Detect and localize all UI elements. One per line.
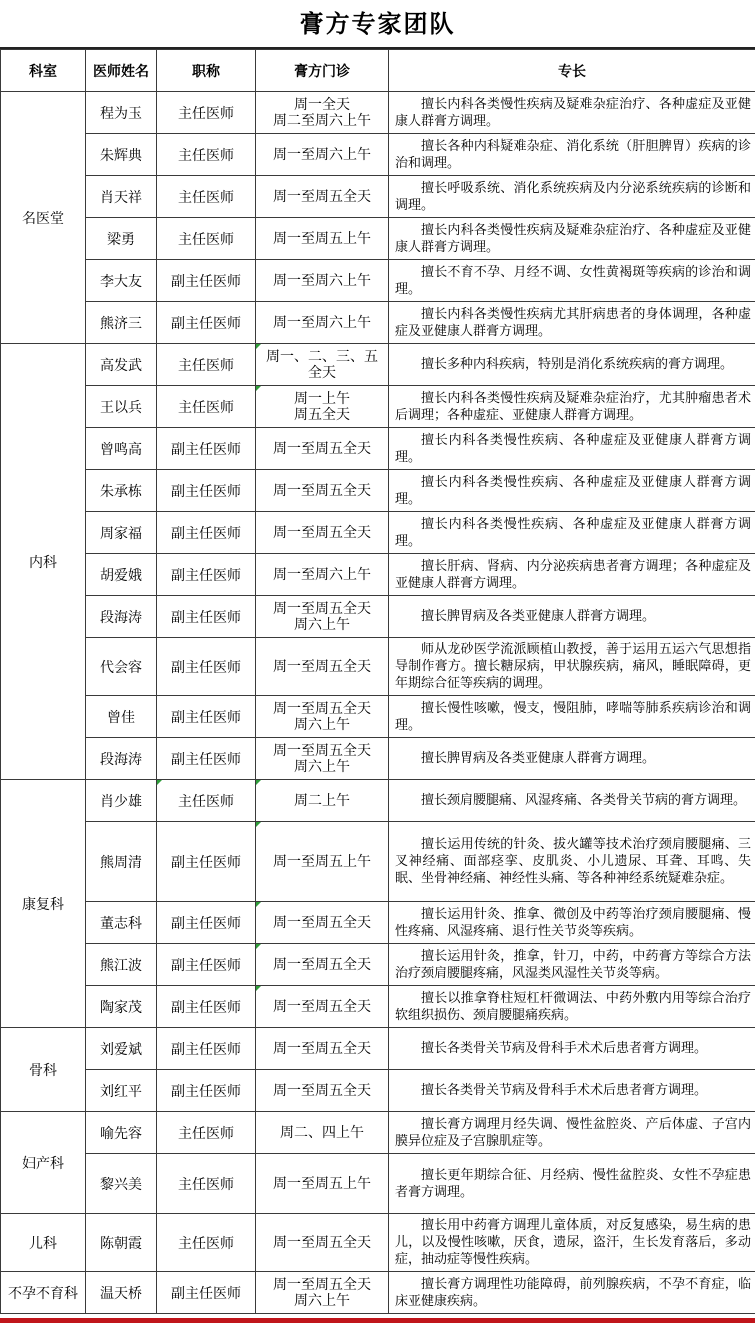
table-row xyxy=(1,428,755,470)
header-doctor-name: 医师姓名 xyxy=(86,50,157,92)
cell-comment-marker xyxy=(256,386,261,391)
table-row xyxy=(1,344,755,386)
specialty-cell: 擅长更年期综合征、月经病、慢性盆腔炎、女性不孕症患者膏方调理。 xyxy=(389,1154,755,1214)
doctor-title-cell xyxy=(157,944,256,986)
doctor-title-text: 副主任医师 xyxy=(171,273,241,290)
clinic-schedule-cell xyxy=(256,986,389,1028)
cell-comment-marker xyxy=(256,822,261,827)
header-specialty: 专长 xyxy=(389,50,755,92)
doctor-name-cell: 董志科 xyxy=(86,902,157,944)
doctor-title-text: 副主任医师 xyxy=(171,441,241,458)
doctor-title-cell xyxy=(157,386,256,428)
doctor-name-cell: 朱辉典 xyxy=(86,134,157,176)
header-department: 科室 xyxy=(1,50,86,92)
clinic-schedule-cell xyxy=(256,92,389,134)
specialty-cell: 擅长内科各类慢性疾病、各种虚症及亚健康人群膏方调理。 xyxy=(389,470,755,512)
doctor-title-text: 主任医师 xyxy=(178,1235,234,1252)
clinic-schedule-cell xyxy=(256,822,389,902)
doctor-title-cell xyxy=(157,1154,256,1214)
doctor-title-cell xyxy=(157,638,256,696)
doctor-name-cell: 段海涛 xyxy=(86,738,157,780)
specialty-cell: 擅长肝病、肾病、内分泌疾病患者膏方调理；各种虚症及亚健康人群膏方调理。 xyxy=(389,554,755,596)
clinic-schedule-line: 周二、四上午 xyxy=(280,1124,364,1141)
doctor-title-cell xyxy=(157,260,256,302)
table-row xyxy=(1,302,755,344)
doctor-title-text: 副主任医师 xyxy=(171,1285,241,1302)
doctor-title-cell xyxy=(157,428,256,470)
specialty-cell: 师从龙砂医学流派顾植山教授，善于运用五运六气思想指导制作膏方。擅长糖尿病，甲状腺疾病，痛风，睡眠障碍，更年期综合征等疾病的调理。 xyxy=(389,638,755,696)
doctor-title-cell xyxy=(157,596,256,638)
doctor-title-text: 副主任医师 xyxy=(171,1083,241,1100)
clinic-schedule-cell xyxy=(256,944,389,986)
clinic-schedule-line: 周六上午 xyxy=(294,616,350,633)
doctor-title-cell xyxy=(157,1214,256,1272)
clinic-schedule-cell xyxy=(256,902,389,944)
specialty-cell: 擅长各种内科疑难杂症、消化系统（肝胆脾胃）疾病的诊治和调理。 xyxy=(389,134,755,176)
department-cell: 骨科 xyxy=(1,1028,86,1112)
clinic-schedule-cell xyxy=(256,1154,389,1214)
doctor-title-text: 主任医师 xyxy=(178,231,234,248)
doctor-name-cell: 熊江波 xyxy=(86,944,157,986)
doctor-name-cell: 曾鸣高 xyxy=(86,428,157,470)
specialty-cell: 擅长用中药膏方调理儿童体质，对反复感染，易生病的患儿，以及慢性咳嗽，厌食，遗尿，盗汗，生长发育落后，多动症，抽动症等慢性疾病。 xyxy=(389,1214,755,1272)
cell-comment-marker xyxy=(256,944,261,949)
doctor-title-text: 主任医师 xyxy=(178,399,234,416)
clinic-schedule-cell xyxy=(256,554,389,596)
clinic-schedule-line: 周一至周五全天 xyxy=(273,1082,371,1099)
clinic-schedule-cell xyxy=(256,1272,389,1314)
page-title: 膏方专家团队 xyxy=(299,9,456,38)
specialty-cell: 擅长内科各类慢性疾病及疑难杂症治疗，尤其肿瘤患者术后调理；各种虚症、亚健康人群膏方调理。 xyxy=(389,386,755,428)
clinic-schedule-line: 周一至周五全天 xyxy=(273,914,371,931)
clinic-schedule-line: 周一至周五上午 xyxy=(273,230,371,247)
doctor-name-cell: 曾佳 xyxy=(86,696,157,738)
doctor-title-text: 副主任医师 xyxy=(171,751,241,768)
clinic-schedule-cell xyxy=(256,1214,389,1272)
specialty-cell: 擅长膏方调理月经失调、慢性盆腔炎、产后体虚、子宫内膜异位症及子宫腺肌症等。 xyxy=(389,1112,755,1154)
specialty-cell: 擅长运用针灸、推拿、微创及中药等治疗颈肩腰腿痛、慢性疼痛、风湿疼痛、退行性关节炎等疾病。 xyxy=(389,902,755,944)
department-cell: 康复科 xyxy=(1,780,86,1028)
clinic-schedule-line: 周一至周五全天 xyxy=(273,658,371,675)
clinic-schedule-cell xyxy=(256,638,389,696)
doctor-title-cell xyxy=(157,470,256,512)
clinic-schedule-line: 周二至周六上午 xyxy=(273,112,371,129)
table-row xyxy=(1,638,755,696)
clinic-schedule-line: 周一至周六上午 xyxy=(273,146,371,163)
clinic-schedule-line: 周一至周五全天 xyxy=(273,1234,371,1251)
clinic-schedule-line: 周五全天 xyxy=(294,406,350,423)
clinic-schedule-line: 周一至周五全天 xyxy=(273,742,371,759)
clinic-schedule-cell xyxy=(256,260,389,302)
department-cell: 名医堂 xyxy=(1,92,86,344)
specialty-cell: 擅长运用针灸，推拿，针刀，中药，中药膏方等综合方法治疗颈肩腰腿疼痛，风湿类风湿性关节炎等病。 xyxy=(389,944,755,986)
doctor-title-cell xyxy=(157,902,256,944)
table-row xyxy=(1,902,755,944)
doctor-name-cell: 胡爱娥 xyxy=(86,554,157,596)
cell-comment-marker xyxy=(256,986,261,991)
doctor-name-cell: 刘红平 xyxy=(86,1070,157,1112)
specialty-cell: 擅长脾胃病及各类亚健康人群膏方调理。 xyxy=(389,738,755,780)
clinic-schedule-line: 周二上午 xyxy=(294,792,350,809)
doctor-title-cell xyxy=(157,92,256,134)
doctor-title-cell xyxy=(157,554,256,596)
doctor-title-cell xyxy=(157,1112,256,1154)
doctor-title-cell xyxy=(157,1272,256,1314)
clinic-schedule-line: 周一全天 xyxy=(294,96,350,113)
specialty-cell: 擅长各类骨关节病及骨科手术术后患者膏方调理。 xyxy=(389,1070,755,1112)
bottom-accent-bar xyxy=(0,1318,755,1323)
clinic-schedule-line: 周一至周五全天 xyxy=(273,440,371,457)
specialty-cell: 擅长呼吸系统、消化系统疾病及内分泌系统疾病的诊断和调理。 xyxy=(389,176,755,218)
clinic-schedule-line: 周一至周六上午 xyxy=(273,566,371,583)
doctor-title-cell xyxy=(157,822,256,902)
doctor-name-cell: 熊济三 xyxy=(86,302,157,344)
table-row xyxy=(1,1214,755,1272)
table-header-row xyxy=(1,50,755,92)
doctor-title-text: 主任医师 xyxy=(178,1176,234,1193)
doctor-title-text: 副主任医师 xyxy=(171,915,241,932)
clinic-schedule-line: 周一至周五全天 xyxy=(273,700,371,717)
doctor-name-cell: 高发武 xyxy=(86,344,157,386)
specialty-cell: 擅长内科各类慢性疾病尤其肝病患者的身体调理，各种虚症及亚健康人群膏方调理。 xyxy=(389,302,755,344)
header-title: 职称 xyxy=(157,50,256,92)
department-cell: 妇产科 xyxy=(1,1112,86,1214)
doctor-title-text: 副主任医师 xyxy=(171,659,241,676)
clinic-schedule-line: 周一至周五全天 xyxy=(273,998,371,1015)
specialty-cell: 擅长脾胃病及各类亚健康人群膏方调理。 xyxy=(389,596,755,638)
clinic-schedule-line: 周一至周五上午 xyxy=(273,853,371,870)
clinic-schedule-cell xyxy=(256,696,389,738)
specialty-cell: 擅长多种内科疾病，特别是消化系统疾病的膏方调理。 xyxy=(389,344,755,386)
specialty-cell: 擅长内科各类慢性疾病及疑难杂症治疗、各种虚症及亚健康人群膏方调理。 xyxy=(389,218,755,260)
clinic-schedule-cell xyxy=(256,1070,389,1112)
clinic-schedule-cell xyxy=(256,386,389,428)
clinic-schedule-cell xyxy=(256,512,389,554)
clinic-schedule-cell xyxy=(256,176,389,218)
doctor-name-cell: 朱承栋 xyxy=(86,470,157,512)
doctor-name-cell: 肖少雄 xyxy=(86,780,157,822)
clinic-schedule-cell xyxy=(256,344,389,386)
doctor-name-cell: 温天桥 xyxy=(86,1272,157,1314)
doctor-name-cell: 黎兴美 xyxy=(86,1154,157,1214)
clinic-schedule-cell xyxy=(256,134,389,176)
clinic-schedule-line: 周一至周五全天 xyxy=(273,600,371,617)
specialty-cell: 擅长运用传统的针灸、拔火罐等技术治疗颈肩腰腿痛、三叉神经痛、面部痉挛、皮肌炎、小儿遗尿、耳聋、耳鸣、失眠、坐骨神经痛、神经性头痛、等各种神经系统疑难杂症。 xyxy=(389,822,755,902)
clinic-schedule-line: 周一至周五全天 xyxy=(273,1040,371,1057)
clinic-schedule-cell xyxy=(256,738,389,780)
table-body xyxy=(1,92,755,1314)
clinic-schedule-cell xyxy=(256,470,389,512)
clinic-schedule-line: 周一至周五全天 xyxy=(273,188,371,205)
clinic-schedule-cell xyxy=(256,218,389,260)
specialty-cell: 擅长内科各类慢性疾病及疑难杂症治疗、各种虚症及亚健康人群膏方调理。 xyxy=(389,92,755,134)
doctor-name-cell: 喻先容 xyxy=(86,1112,157,1154)
table-row xyxy=(1,986,755,1028)
doctor-title-text: 主任医师 xyxy=(178,357,234,374)
clinic-schedule-line: 周一上午 xyxy=(294,390,350,407)
doctor-title-text: 主任医师 xyxy=(178,1125,234,1142)
specialty-cell: 擅长膏方调理性功能障碍，前列腺疾病，不孕不育症，临床亚健康疾病。 xyxy=(389,1272,755,1314)
doctor-title-text: 副主任医师 xyxy=(171,525,241,542)
clinic-schedule-line: 周六上午 xyxy=(294,758,350,775)
clinic-schedule-line: 周一至周五全天 xyxy=(273,1276,371,1293)
doctor-title-text: 主任医师 xyxy=(178,793,234,810)
doctor-title-text: 副主任医师 xyxy=(171,315,241,332)
doctor-title-text: 副主任医师 xyxy=(171,709,241,726)
department-cell: 不孕不育科 xyxy=(1,1272,86,1314)
clinic-schedule-line: 周一至周五全天 xyxy=(273,482,371,499)
doctor-name-cell: 陈朝霞 xyxy=(86,1214,157,1272)
doctor-title-cell xyxy=(157,1028,256,1070)
table-row xyxy=(1,260,755,302)
table-row xyxy=(1,176,755,218)
doctor-title-text: 副主任医师 xyxy=(171,609,241,626)
specialty-cell: 擅长颈肩腰腿痛、风湿疼痛、各类骨关节病的膏方调理。 xyxy=(389,780,755,822)
table-row xyxy=(1,92,755,134)
clinic-schedule-cell xyxy=(256,1112,389,1154)
doctor-name-cell: 代会容 xyxy=(86,638,157,696)
doctor-name-cell: 陶家茂 xyxy=(86,986,157,1028)
table-row xyxy=(1,944,755,986)
clinic-schedule-line: 周一至周六上午 xyxy=(273,272,371,289)
doctor-title-text: 副主任医师 xyxy=(171,999,241,1016)
table-row xyxy=(1,134,755,176)
header-clinic: 膏方门诊 xyxy=(256,50,389,92)
doctor-title-text: 副主任医师 xyxy=(171,1041,241,1058)
doctor-title-text: 副主任医师 xyxy=(171,567,241,584)
clinic-schedule-cell xyxy=(256,596,389,638)
doctor-title-cell xyxy=(157,512,256,554)
doctor-name-cell: 肖天祥 xyxy=(86,176,157,218)
clinic-schedule-cell xyxy=(256,428,389,470)
doctor-title-cell xyxy=(157,344,256,386)
table-row xyxy=(1,1028,755,1070)
doctor-title-cell xyxy=(157,134,256,176)
doctor-title-cell xyxy=(157,176,256,218)
doctor-name-cell: 王以兵 xyxy=(86,386,157,428)
doctor-name-cell: 刘爱斌 xyxy=(86,1028,157,1070)
table-row xyxy=(1,1112,755,1154)
doctor-name-cell: 程为玉 xyxy=(86,92,157,134)
clinic-schedule-line: 周六上午 xyxy=(294,716,350,733)
table-row xyxy=(1,470,755,512)
clinic-schedule-line: 周一至周五上午 xyxy=(273,1175,371,1192)
table-row xyxy=(1,1070,755,1112)
department-cell: 内科 xyxy=(1,344,86,780)
cell-comment-marker xyxy=(256,344,261,349)
doctor-title-cell xyxy=(157,738,256,780)
table-row xyxy=(1,218,755,260)
doctor-title-text: 副主任医师 xyxy=(171,854,241,871)
doctor-title-text: 副主任医师 xyxy=(171,483,241,500)
doctor-title-cell xyxy=(157,986,256,1028)
table-row xyxy=(1,1154,755,1214)
cell-comment-marker xyxy=(157,780,162,785)
clinic-schedule-line: 周一至周六上午 xyxy=(273,314,371,331)
doctor-name-cell: 李大友 xyxy=(86,260,157,302)
table-row xyxy=(1,696,755,738)
doctor-name-cell: 梁勇 xyxy=(86,218,157,260)
clinic-schedule-line: 周一至周五全天 xyxy=(273,524,371,541)
doctor-name-cell: 段海涛 xyxy=(86,596,157,638)
specialty-cell: 擅长不育不孕、月经不调、女性黄褐斑等疾病的诊治和调理。 xyxy=(389,260,755,302)
clinic-schedule-line: 周六上午 xyxy=(294,1292,350,1309)
table-row xyxy=(1,512,755,554)
department-cell: 儿科 xyxy=(1,1214,86,1272)
doctor-title-text: 主任医师 xyxy=(178,189,234,206)
doctor-title-cell xyxy=(157,696,256,738)
table-row xyxy=(1,780,755,822)
specialty-cell: 擅长以推拿脊柱短杠杆微调法、中药外敷内用等综合治疗软组织损伤、颈肩腰腿痛疾病。 xyxy=(389,986,755,1028)
doctor-title-text: 副主任医师 xyxy=(171,957,241,974)
specialty-cell: 擅长慢性咳嗽，慢支，慢阻肺，哮喘等肺系疾病诊治和调理。 xyxy=(389,696,755,738)
doctor-title-text: 主任医师 xyxy=(178,147,234,164)
specialty-cell: 擅长内科各类慢性疾病、各种虚症及亚健康人群膏方调理。 xyxy=(389,512,755,554)
specialty-cell: 擅长内科各类慢性疾病、各种虚症及亚健康人群膏方调理。 xyxy=(389,428,755,470)
clinic-schedule-cell xyxy=(256,780,389,822)
specialty-cell: 擅长各类骨关节病及骨科手术术后患者膏方调理。 xyxy=(389,1028,755,1070)
doctor-title-cell xyxy=(157,302,256,344)
clinic-schedule-line: 全天 xyxy=(308,364,336,381)
doctor-name-cell: 熊周清 xyxy=(86,822,157,902)
table-row xyxy=(1,1272,755,1314)
doctor-title-text: 主任医师 xyxy=(178,105,234,122)
table-row xyxy=(1,596,755,638)
table-row xyxy=(1,554,755,596)
doctor-title-cell xyxy=(157,1070,256,1112)
doctor-title-cell xyxy=(157,218,256,260)
clinic-schedule-line: 周一至周五全天 xyxy=(273,956,371,973)
table-row xyxy=(1,738,755,780)
clinic-schedule-cell xyxy=(256,1028,389,1070)
cell-comment-marker xyxy=(256,780,261,785)
doctor-name-cell: 周家福 xyxy=(86,512,157,554)
doctor-title-cell xyxy=(157,780,256,822)
table-row xyxy=(1,822,755,902)
expert-team-table xyxy=(0,49,755,1314)
table-row xyxy=(1,386,755,428)
cell-comment-marker xyxy=(256,902,261,907)
clinic-schedule-cell xyxy=(256,302,389,344)
clinic-schedule-line: 周一、二、三、五 xyxy=(266,348,378,365)
